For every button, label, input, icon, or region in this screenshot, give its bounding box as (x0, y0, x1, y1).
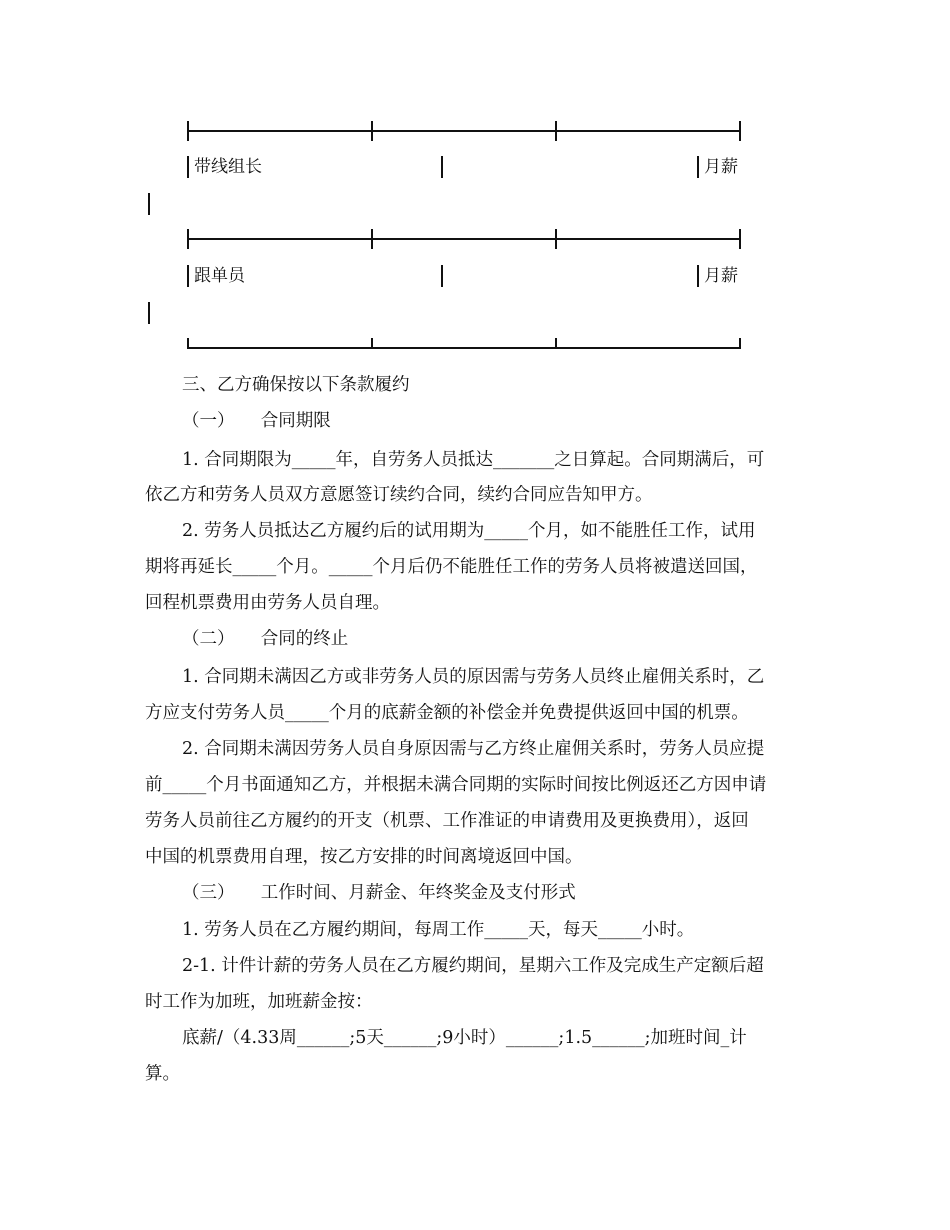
subsection-heading: （二） 合同的终止 (182, 629, 349, 649)
table-row-label: 跟单员 (194, 266, 245, 286)
cell-border (187, 265, 189, 287)
table-tick (187, 229, 189, 249)
paragraph-line: 依乙方和劳务人员双方意愿签订续约合同，续约合同应告知甲方。 (145, 485, 653, 505)
table-row-note: 月薪 (704, 157, 738, 177)
paragraph-line: 1. 合同期限为_____年，自劳务人员抵达_______之日算起。合同期满后，可 (182, 450, 765, 470)
table-row-note: 月薪 (704, 266, 738, 286)
paragraph-line: 方应支付劳务人员_____个月的底薪金额的补偿金并免费提供返回中国的机票。 (145, 703, 749, 723)
table-border-middle (187, 238, 741, 240)
cell-border (441, 156, 443, 178)
cell-border (148, 302, 150, 324)
table-tick (555, 229, 557, 249)
paragraph-line: 底薪/（4.33周______;5天______;9小时）______;1.5______;加班时间_计 (182, 1028, 747, 1048)
paragraph-line: 回程机票费用由劳务人员自理。 (145, 593, 390, 613)
paragraph-line: 前_____个月书面通知乙方，并根据未满合同期的实际时间按比例返还乙方因申请 (145, 775, 767, 795)
cell-border (697, 156, 699, 178)
paragraph-line: 2-1. 计件计薪的劳务人员在乙方履约期间，星期六工作及完成生产定额后超 (182, 956, 764, 976)
cell-border (441, 265, 443, 287)
cell-border (148, 193, 150, 215)
table-border-bottom (187, 347, 741, 349)
table-tick (739, 229, 741, 249)
paragraph-line: 算。 (145, 1064, 180, 1084)
subsection-heading: （一） 合同期限 (182, 411, 331, 431)
table-border-top (187, 130, 741, 132)
table-tick (371, 338, 373, 349)
table-row-label: 带线组长 (194, 157, 262, 177)
table-tick (555, 338, 557, 349)
cell-border (187, 156, 189, 178)
table-tick (555, 121, 557, 141)
table-tick (187, 338, 189, 349)
paragraph-line: 中国的机票费用自理，按乙方安排的时间离境返回中国。 (145, 847, 583, 867)
paragraph-line: 劳务人员前往乙方履约的开支（机票、工作准证的申请费用及更换费用），返回 (145, 811, 749, 831)
paragraph-line: 2. 劳务人员抵达乙方履约后的试用期为_____个月，如不能胜任工作，试用 (182, 521, 756, 541)
table-tick (187, 121, 189, 141)
section-title: 三、乙方确保按以下条款履约 (182, 375, 410, 395)
table-tick (371, 121, 373, 141)
subsection-heading: （三） 工作时间、月薪金、年终奖金及支付形式 (182, 883, 576, 903)
table-tick (371, 229, 373, 249)
table-tick (739, 121, 741, 141)
paragraph-line: 1. 合同期未满因乙方或非劳务人员的原因需与劳务人员终止雇佣关系时，乙 (182, 667, 765, 687)
paragraph-line: 2. 合同期未满因劳务人员自身原因需与乙方终止雇佣关系时，劳务人员应提 (182, 739, 765, 759)
cell-border (697, 265, 699, 287)
paragraph-line: 1. 劳务人员在乙方履约期间，每周工作_____天，每天_____小时。 (182, 920, 695, 940)
table-tick (739, 338, 741, 349)
paragraph-line: 时工作为加班，加班薪金按： (145, 992, 373, 1012)
paragraph-line: 期将再延长_____个月。_____个月后仍不能胜任工作的劳务人员将被遣送回国， (145, 557, 758, 577)
